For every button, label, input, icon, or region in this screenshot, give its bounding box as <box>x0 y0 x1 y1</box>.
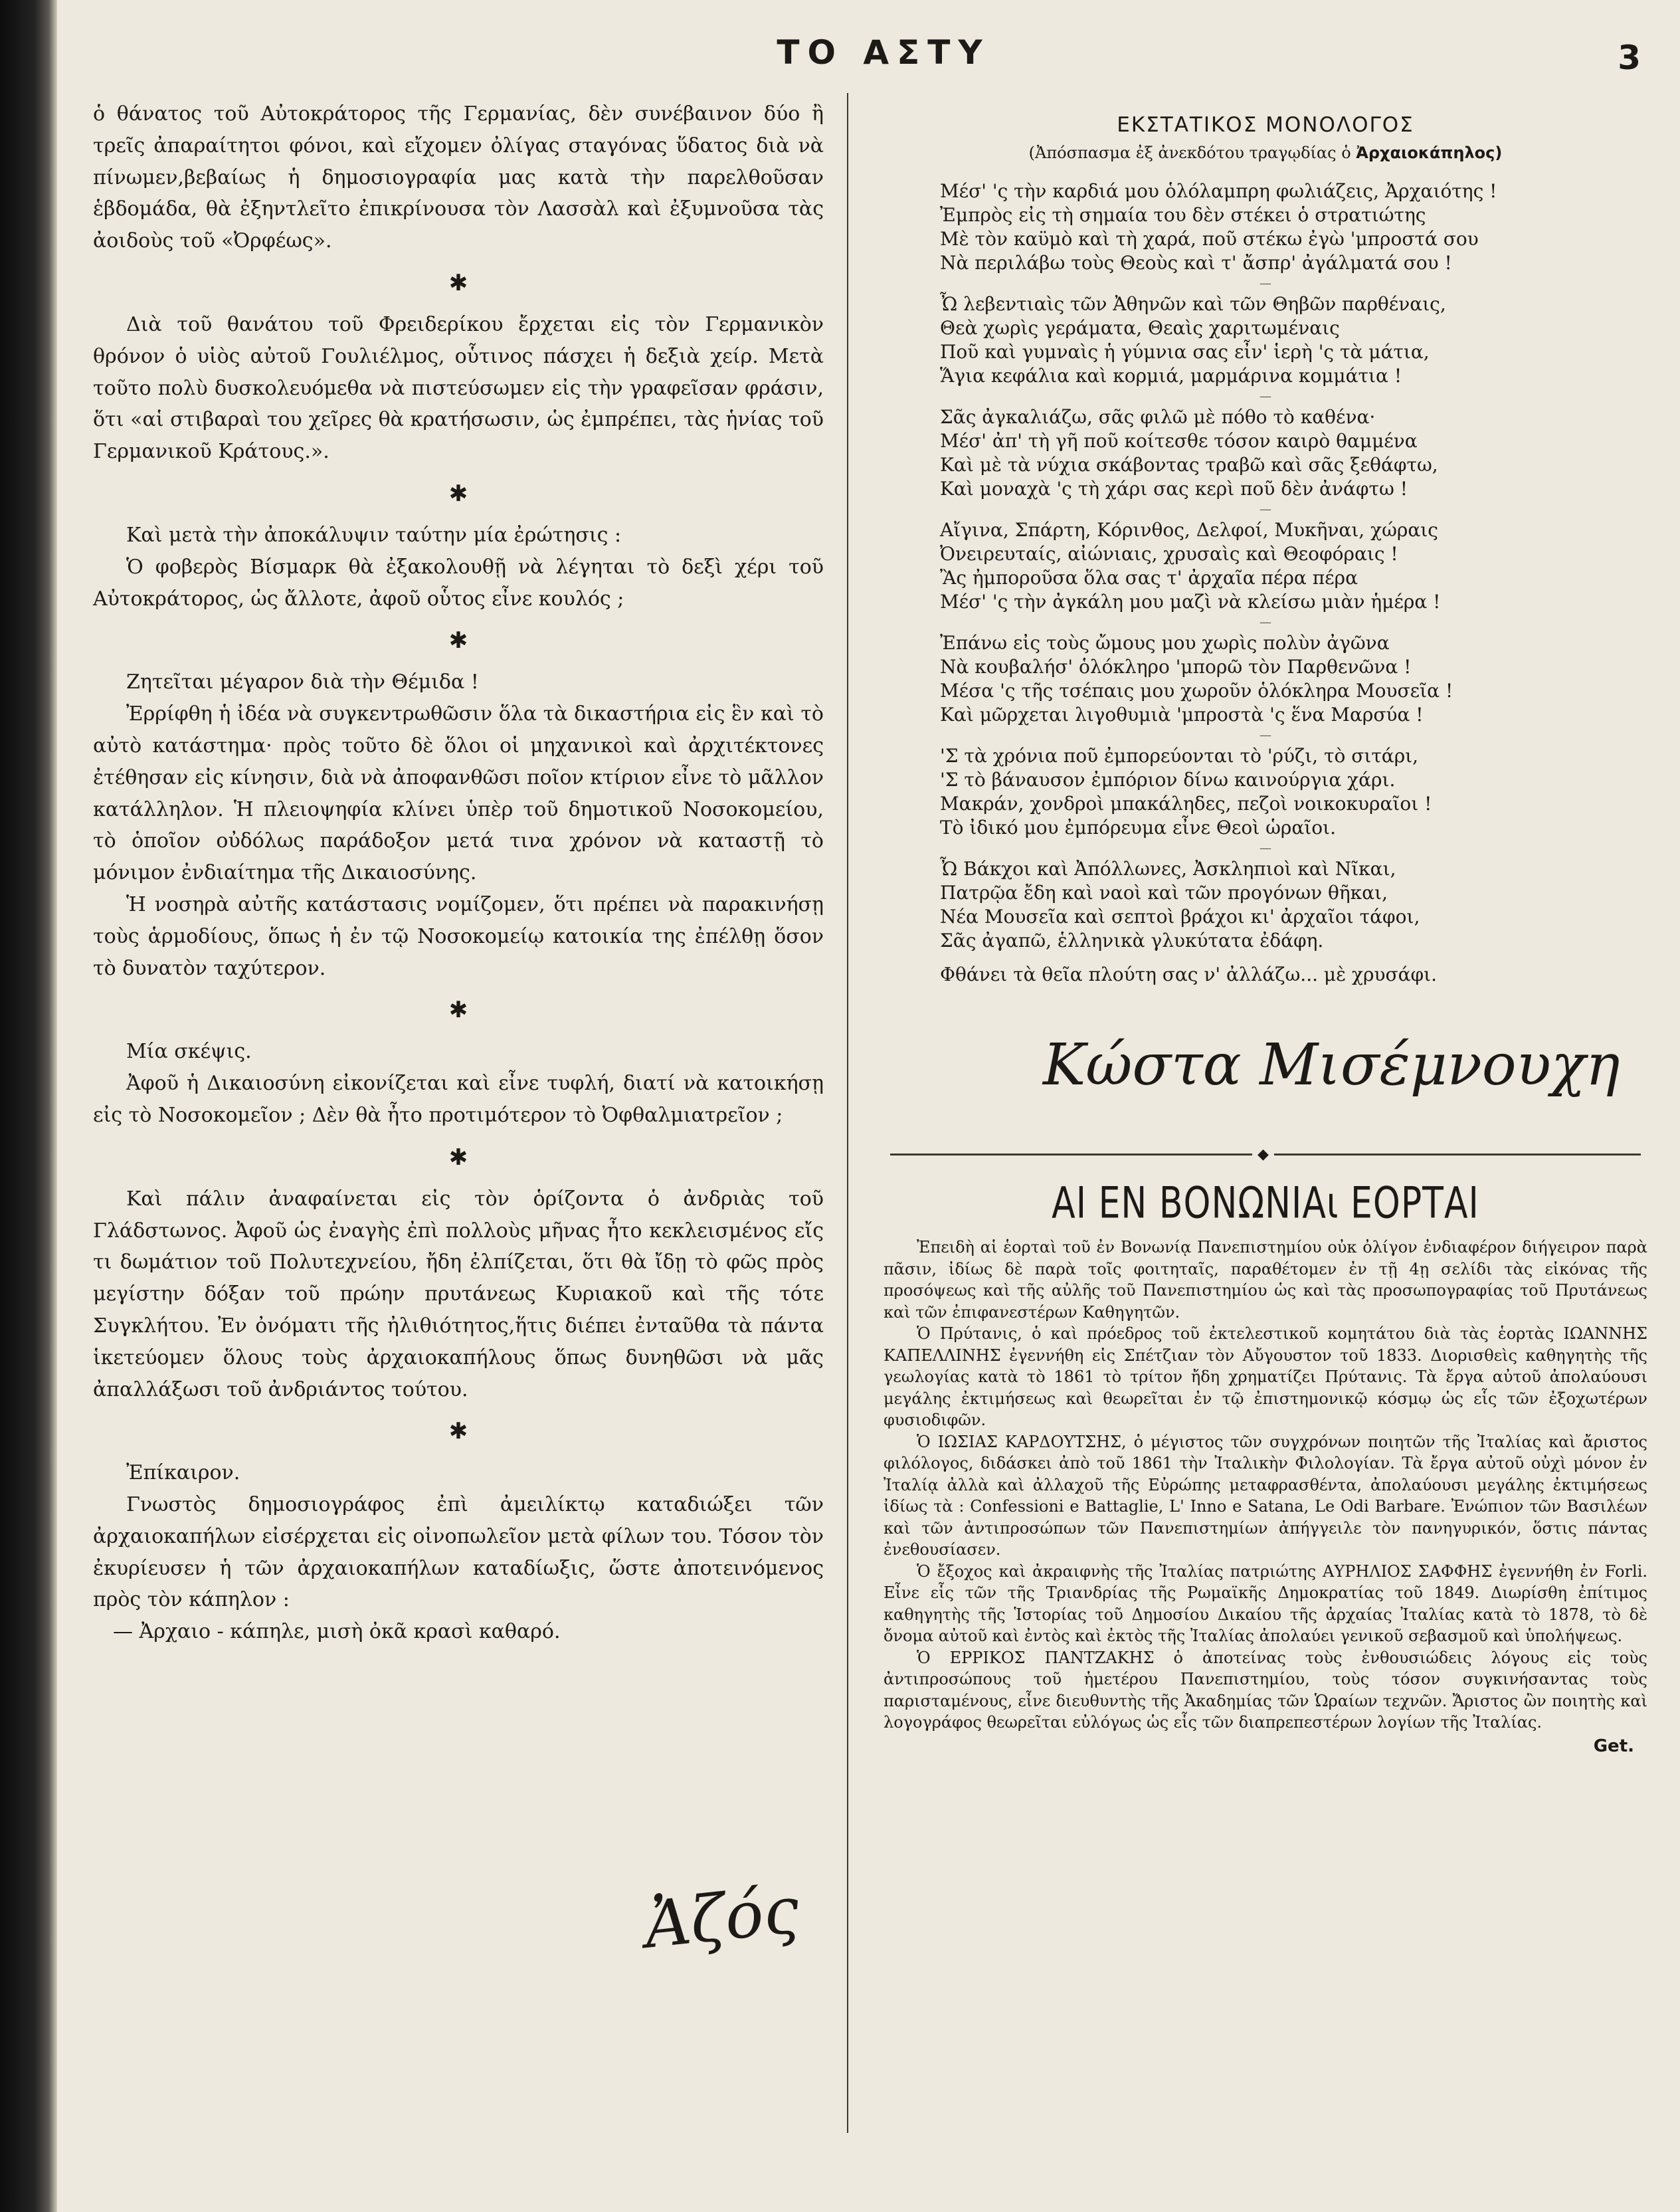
page-binding-shadow <box>0 0 57 2212</box>
paragraph: Ὁ φοβερὸς Βίσμαρκ θὰ ἐξακολουθῇ νὰ λέγηται τὸ δεξὶ χέρι τοῦ Αὐτοκράτορος, ὡς ἄλλοτε, ἀφοῦ οὗτος εἶνε κουλός ; <box>93 555 824 611</box>
paragraph: Μία σκέψις. <box>126 1040 252 1064</box>
paragraph: Ἐρρίφθη ἡ ἰδέα νὰ συγκεντρωθῶσιν ὅλα τὰ δικαστήρια εἰς ἓν καὶ τὸ αὐτὸ κατάστημα· πρὸς τοῦτο δὲ ὅλοι οἱ μηχανικοὶ καὶ ἀρχιτέκτονες ἐτέθησαν εἰς κίνησιν, διὰ νὰ ἀποφανθῶσι ποῖον κτίριον εἶνε τὸ μᾶλλον κατάλληλον. Ἡ πλειοψηφία κλίνει ὑπὲρ τοῦ δημοτικοῦ Νοσοκομείου, τὸ ὁποῖον οὐδόλως παράδοξον μετά τινα χρόνον νὰ καταστῇ τὸ μόνιμον ἐνδιαίτημα τῆς Δικαιοσύνης. <box>93 702 824 885</box>
article-paragraph: Ὁ ΙΩΣΙΑΣ ΚΑΡΔΟΥΤΣΗΣ, ὁ μέγιστος τῶν συγχρόνων ποιητῶν τῆς Ἰταλίας καὶ ἄριστος φιλόλογος, διδάσκει ἀπὸ τοῦ 1861 τὴν Ἰταλικὴν Φιλολογίαν. Τὰ ἔργα αὐτοῦ οὐχὶ μόνον ἐν Ἰταλίᾳ ἀλλὰ καὶ ἀλλαχοῦ τῆς Εὐρώπης μεταφρασθέντα, ἀπολαύουσι μεγάλης ἐκτιμήσεως ἰδίως τὰ : Confessioni e Battaglie, L' Inno e Satana, Le Odi Barbare. Ἐνώπιον τῶν Βασιλέων καὶ τῶν ἀντιπροσώπων τῶν Πανεπιστημίων ἀπήγγειλε τὸν πανηγυρικόν, ὅστις πάντας ἐνεθουσίασεν. <box>884 1432 1647 1559</box>
paragraph: Γνωστὸς δημοσιογράφος ἐπὶ ἀμειλίκτῳ καταδιώξει τῶν ἀρχαιοκαπήλων εἰσέρχεται εἰς οἰνοπωλεῖον μετὰ φίλων του. Τόσον τὸν ἐκυρίευσεν ἡ τῶν ἀρχαιοκαπήλων καταδίωξις, ὥστε ἀποτεινόμενος πρὸς τὸν κάπηλον : <box>93 1493 824 1612</box>
poem-line: Μέσα 'ς τῆς τσέπαις μου χωροῦν ὁλόκληρα Μουσεῖα ! <box>940 680 1453 702</box>
poem-line: Νέα Μουσεῖα καὶ σεπτοὶ βράχοι κι' ἀρχαῖοι τάφοι, <box>940 906 1420 928</box>
stanza-separator: — <box>1260 502 1271 516</box>
poem-line: Πατρῷα ἔδη καὶ ναοὶ καὶ τῶν προγόνων θῆκαι, <box>940 882 1388 904</box>
poem-final-line: Φθάνει τὰ θεῖα πλούτη σας ν' ἀλλάζω... μὲ χρυσάφι. <box>940 963 1437 985</box>
stanza-separator: — <box>1260 276 1271 290</box>
masthead: ΤΟ ΑΣΤΥ <box>777 33 990 72</box>
newspaper-page <box>93 27 1647 2186</box>
paragraph: Ἀφοῦ ἡ Δικαιοσύνη εἰκονίζεται καὶ εἶνε τυφλή, διατί νὰ κατοικήσῃ εἰς τὸ Νοσοκομεῖον ; Δὲν θὰ ἦτο προτιμότερον τὸ Ὀφθαλμιατρεῖον ; <box>93 1072 824 1127</box>
paragraph: ὁ θάνατος τοῦ Αὐτοκράτορος τῆς Γερμανίας, δὲν συνέβαινον δύο ἢ τρεῖς ἀπαραίτητοι φόνοι, καὶ εἴχομεν ὀλίγας σταγόνας ὕδατος διὰ νὰ πίνωμεν,βεβαίως ἡ δημοσιογραφία μας κατὰ τὴν παρελθοῦσαν ἑβδομάδα, θὰ ἐξηντλεῖτο ἐπικρίνουσα τὸν Λασσὰλ καὶ ἐξυμνοῦσα τὰς ἀοιδοὺς τοῦ «Ὀρφέως». <box>93 102 824 253</box>
signature-left: Ἀζός <box>640 1872 803 1963</box>
poem-stanza <box>940 179 1647 275</box>
stanza-separator: — <box>1260 728 1271 742</box>
stanza-separator: — <box>1260 615 1271 629</box>
article-author: Get. <box>1593 1736 1634 1756</box>
article-paragraph: Ὁ ἔξοχος καὶ ἀκραιφνὴς τῆς Ἰταλίας πατριώτης ΑΥΡΗΛΙΟΣ ΣΑΦΦΗΣ ἐγεννήθη ἐν Forli. Εἶνε εἷς τῶν τῆς Τριανδρίας τῆς Ρωμαϊκῆς Δημοκρατίας τοῦ 1849. Διωρίσθη ἐπίτιμος καθηγητὴς τῆς Ἱστορίας τοῦ Δημοσίου Δικαίου τῆς ἀρχαίας Ἰταλίας κατὰ τὸ 1878, τὸ δὲ ὄνομα αὐτοῦ καὶ ἐντὸς καὶ ἐκτὸς τῆς Ἰταλίας ἀπολαύει γενικοῦ σεβασμοῦ καὶ ὑπολήψεως. <box>884 1561 1647 1645</box>
poem-line: Ὦ λεβεντιαὶς τῶν Ἀθηνῶν καὶ τῶν Θηβῶν παρθέναις, <box>940 293 1446 315</box>
section-divider-star: ✱ <box>448 480 468 507</box>
poem-line: Ποῦ καὶ γυμναὶς ἡ γύμνια σας εἶν' ἱερὴ 'ς τὰ μάτια, <box>940 341 1430 363</box>
poem-subtitle <box>884 144 1647 162</box>
poem-line: Ἐμπρὸς εἰς τὴ σημαία του δὲν στέκει ὁ στρατιώτης <box>940 204 1426 226</box>
poem-stanza <box>940 744 1647 840</box>
page-header <box>93 27 1647 86</box>
poem-line: Αἴγινα, Σπάρτη, Κόρινθος, Δελφοί, Μυκῆναι, χώραις <box>940 519 1438 541</box>
poem-stanza <box>940 292 1647 388</box>
poem-line: 'Σ τὰ χρόνια ποῦ ἐμπορεύονται τὸ 'ρύζι, τὸ σιτάρι, <box>940 745 1419 767</box>
poem-subtitle-bold: Ἀρχαιοκάπηλος) <box>1356 144 1503 162</box>
article-paragraph: Ὁ Πρύτανις, ὁ καὶ πρόεδρος τοῦ ἐκτελεστικοῦ κομητάτου διὰ τὰς ἑορτὰς ΙΩΑΝΝΗΣ ΚΑΠΕΛΛΙΝΗΣ ἐγεννήθη εἰς Σπέτζιαν τὸν Αὔγουστον τοῦ 1833. Διορισθεὶς καθηγητὴς τῆς γεωλογίας κατὰ τὸ 1861 τὸ τρίτον ἤδη χρηματίζει Πρύτανις. Τὰ ἔργα αὐτοῦ ἀπολαύουσι μεγάλης ἐκτιμήσεως καὶ θεωρεῖται ἐν τῷ ἐπιστημονικῷ κόσμῳ ὡς εἷς τῶν ἐξοχωτέρων φυσιοδιφῶν. <box>884 1324 1647 1429</box>
section-divider-star: ✱ <box>448 997 468 1024</box>
stanza-separator: — <box>1260 841 1271 855</box>
poem-line: Μέσ' 'ς τὴν ἀγκάλη μου μαζὶ νὰ κλείσω μιὰν ἡμέρα ! <box>940 591 1441 613</box>
paragraph: Ἡ νοσηρὰ αὐτῆς κατάστασις νομίζομεν, ὅτι πρέπει νὰ παρακινήσῃ τοὺς ἁρμοδίους, ὅπως ἡ ἐν τῷ Νοσοκομείῳ κατοικία της ἐπέλθῃ ὅσον τὸ δυνατὸν ταχύτερον. <box>93 892 824 980</box>
poem-line: Μακράν, χονδροὶ μπακάληδες, πεζοὶ νοικοκυραῖοι ! <box>940 793 1432 815</box>
section-divider-star: ✱ <box>448 1144 468 1171</box>
article-title: ΑΙ ΕΝ ΒΟΝΩΝΙΑι ΕΟΡΤΑΙ <box>1052 1178 1479 1229</box>
section-divider-star: ✱ <box>448 1418 468 1445</box>
poem-line: Θεὰ χωρὶς γεράματα, Θεαὶς χαριτωμέναις <box>940 317 1340 339</box>
rule-diamond-icon: ◆ <box>1252 1146 1274 1163</box>
poem-line: Καὶ μὲ τὰ νύχια σκάβοντας τραβῶ καὶ σᾶς ξεθάφτω, <box>940 454 1438 476</box>
poem-line: Νὰ περιλάβω τοὺς Θεοὺς καὶ τ' ἄσπρ' ἀγάλματά σου ! <box>940 252 1452 274</box>
poem-line: Τὸ ἰδικό μου ἐμπόρευμα εἶνε Θεοὶ ὡραῖοι. <box>940 817 1336 839</box>
poem-subtitle-text: (Ἀπόσπασμα ἐξ ἀνεκδότου τραγῳδίας ὁ <box>1028 144 1351 162</box>
section-divider-star: ✱ <box>448 269 468 296</box>
poem-stanza <box>940 631 1647 727</box>
poem-stanza <box>940 518 1647 614</box>
poem-line: Καὶ μῶρχεται λιγοθυμιὰ 'μπροστὰ 'ς ἕνα Μαρσύα ! <box>940 704 1424 726</box>
poem-line: Μὲ τὸν καϋμὸ καὶ τὴ χαρά, ποῦ στέκω ἐγὼ 'μπροστά σου <box>940 228 1479 250</box>
poem-line: Ἂς ἠμποροῦσα ὅλα σας τ' ἀρχαῖα πέρα πέρα <box>940 567 1358 589</box>
poem-body <box>884 179 1647 953</box>
article-paragraph: Ἐπειδὴ αἱ ἑορταὶ τοῦ ἐν Βονωνίᾳ Πανεπιστημίου οὐκ ὀλίγον ἐνδιαφέρον διήγειρον παρὰ πᾶσιν, ἰδίως δὲ παρὰ τοῖς φοιτηταῖς, παραθέτομεν ἐν τῇ 4ῃ σελίδι τὰς εἰκόνας τῆς προσόψεως καὶ τῆς αὐλῆς τοῦ Πανεπιστημίου ὡς καὶ τὰς προσωπογραφίας τοῦ Πρυτάνεως καὶ τῶν ἐπιφανεστέρων Καθηγητῶν. <box>884 1238 1647 1322</box>
column-divider <box>847 93 848 2133</box>
left-column <box>93 98 824 1648</box>
poem-line: Ὀνειρευταίς, αἰώνιαις, χρυσαὶς καὶ Θεοφόραις ! <box>940 543 1398 565</box>
section-divider-star: ✱ <box>448 627 468 654</box>
poem-line: Ἐπάνω εἰς τοὺς ὤμους μου χωρὶς πολὺν ἀγῶνα <box>940 632 1390 654</box>
paragraph: Καὶ μετὰ τὴν ἀποκάλυψιν ταύτην μία ἐρώτησις : <box>126 523 622 547</box>
stanza-separator: — <box>1260 389 1271 403</box>
poem-line: Μέσ' ἀπ' τὴ γῆ ποῦ κοίτεσθε τόσον καιρὸ θαμμένα <box>940 430 1418 452</box>
poem-line: Ὦ Βάκχοι καὶ Ἀπόλλωνες, Ἀσκληπιοὶ καὶ Νῖκαι, <box>940 858 1396 880</box>
right-column <box>884 98 1647 1756</box>
paragraph: Διὰ τοῦ θανάτου τοῦ Φρειδερίκου ἔρχεται εἰς τὸν Γερμανικὸν θρόνον ὁ υἱὸς αὐτοῦ Γουλιέλμος, οὗτινος πάσχει ἡ δεξιὰ χείρ. Μετὰ τοῦτο πολὺ δυσκολευόμεθα νὰ πιστεύσωμεν εἰς τὴν γραφεῖσαν φράσιν, ὅτι «αἱ στιβαραὶ του χεῖρες θὰ κρατήσωσιν, ὡς ἐμπρέπει, τὰς ἡνίας τοῦ Γερμανικοῦ Κράτους.». <box>93 312 824 464</box>
poem-line: Σᾶς ἀγκαλιάζω, σᾶς φιλῶ μὲ πόθο τὸ καθένα· <box>940 406 1376 428</box>
article-paragraph: Ὁ ΕΡΡΙΚΟΣ ΠΑΝΤΖΑΚΗΣ ὁ ἀποτείνας τοὺς ἐνθουσιώδεις λόγους εἰς τοὺς ἀντιπροσώπους τοῦ ἡμετέρου Πανεπιστημίου, τοὺς τόσον συγκινήσαντας τοὺς παρισταμένους, εἶνε διευθυντὴς τῆς Ἀκαδημίας τῶν Ὡραίων τεχνῶν. Ἄριστος ὢν ποιητὴς καὶ λογογράφος θεωρεῖται εὐλόγως ὡς εἷς τῶν διαπρεπεστέρων λογίων τῆς Ἰταλίας. <box>884 1648 1647 1732</box>
page-number: 3 <box>1618 39 1641 77</box>
poem-line: Ἅγια κεφάλια καὶ κορμιά, μαρμάρινα κομμάτια ! <box>940 365 1402 387</box>
poem-line: 'Σ τὸ βάναυσον ἐμπόριον δίνω καινούργια χάρι. <box>940 769 1396 791</box>
poem-line: Νὰ κουβαλήσ' ὁλόκληρο 'μπορῶ τὸν Παρθενῶνα ! <box>940 656 1412 678</box>
poem-line: Καὶ μοναχὰ 'ς τὴ χάρι σας κερὶ ποῦ δὲν ἀνάφτω ! <box>940 478 1408 500</box>
poem-line: Μέσ' 'ς τὴν καρδιά μου ὁλόλαμπρη φωλιάζεις, Ἀρχαιότης ! <box>940 180 1497 202</box>
poem-line: Σᾶς ἀγαπῶ, ἑλληνικὰ γλυκύτατα ἐδάφη. <box>940 930 1324 952</box>
poem-title: ΕΚΣΤΑΤΙΚΟΣ ΜΟΝΟΛΟΓΟΣ <box>1117 113 1414 137</box>
paragraph: Ἐπίκαιρον. <box>126 1461 240 1485</box>
dialogue-line: — Ἀρχαιο - κάπηλε, μισὴ ὀκᾶ κρασὶ καθαρό. <box>113 1620 561 1644</box>
paragraph: Ζητεῖται μέγαρον διὰ τὴν Θέμιδα ! <box>126 670 479 694</box>
paragraph: Καὶ πάλιν ἀναφαίνεται εἰς τὸν ὁρίζοντα ὁ ἀνδριὰς τοῦ Γλάδστωνος. Ἀφοῦ ὡς ἐναγὴς ἐπὶ πολλοὺς μῆνας ἦτο κεκλεισμένος εἴς τι δωμάτιον τοῦ Πολυτεχνείου, ἤδη ἐλπίζεται, ὅτι θὰ ἴδῃ τὸ φῶς πρὸς μεγίστην δόξαν τοῦ πρώην πρυτάνεως Κυριακοῦ καὶ τῆς τότε Συγκλήτου. Ἐν ὀνόματι τῆς ἠλιθιότητος,ἥτις διέπει ἐνταῦθα τὰ πάντα ἱκετεύομεν ὅλους τοὺς ἀρχαιοκαπήλους ὅπως δυνηθῶσι νὰ μᾶς ἀπαλλάξωσι τοῦ ἀνδριάντος τούτου. <box>93 1187 824 1401</box>
poem-stanza <box>940 405 1647 501</box>
signature-right: Κώστα Μισέμνουχη <box>1043 1032 1620 1098</box>
poem-stanza <box>940 857 1647 953</box>
ornamental-rule <box>884 1145 1647 1165</box>
